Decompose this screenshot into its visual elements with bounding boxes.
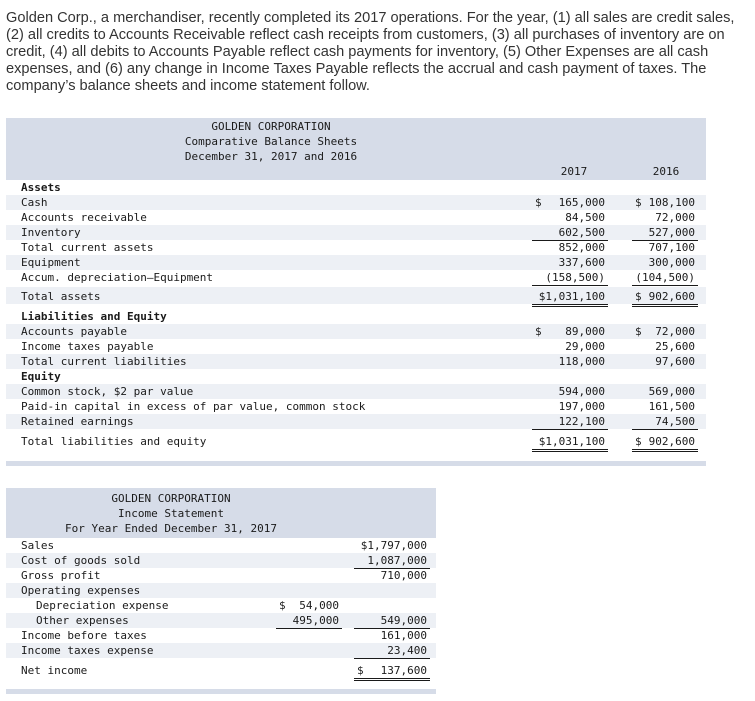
dollar-sign: $ <box>279 599 286 612</box>
bs-row-common-stock <box>6 384 706 399</box>
value-2017: 122,100 <box>558 415 605 428</box>
outer-value: 710,000 <box>380 569 427 582</box>
outer-value: 23,400 <box>387 644 427 657</box>
income-statement-company: GOLDEN CORPORATION <box>111 492 231 505</box>
balance-sheet-header <box>6 118 706 180</box>
inner-value: 495,000 <box>292 614 339 627</box>
row-label: Paid-in capital in excess of par value, common stock <box>21 400 366 413</box>
row-label: Sales <box>21 539 55 552</box>
dollar-sign: $ <box>357 664 364 677</box>
is-row-depreciation <box>6 598 436 613</box>
row-label: Total assets <box>21 290 101 303</box>
dollar-sign: $ <box>635 435 642 448</box>
row-label: Liabilities and Equity <box>21 310 167 323</box>
dollar-sign: $ <box>635 325 642 338</box>
bs-row-cash <box>6 195 706 210</box>
value-2017: 197,000 <box>558 400 605 413</box>
outer-value: 1,087,000 <box>367 554 427 567</box>
bs-row-total-current-assets <box>6 240 706 255</box>
value-2017: 165,000 <box>558 196 605 209</box>
row-label: Total current assets <box>21 241 154 254</box>
row-label: Income taxes expense <box>21 644 154 657</box>
is-row-cogs <box>6 553 436 568</box>
value-2016: 569,000 <box>648 385 695 398</box>
outer-value: 161,000 <box>380 629 427 642</box>
bs-row-retained-earnings <box>6 414 706 429</box>
value-2017: (158,500) <box>545 271 605 284</box>
column-header-2017: 2017 <box>560 165 588 178</box>
row-label: Depreciation expense <box>36 599 169 612</box>
bs-row-accounts-receivable <box>6 210 706 225</box>
bs-row-total-current-liabilities <box>6 354 706 369</box>
row-label: Equipment <box>21 256 81 269</box>
income-statement-table <box>6 488 436 698</box>
is-row-income-before-taxes <box>6 628 436 643</box>
is-row-sales <box>6 538 436 553</box>
bs-row-equipment <box>6 255 706 270</box>
income-statement-title: Income Statement <box>118 507 224 520</box>
balance-sheet-footer-bar <box>6 461 706 466</box>
income-statement-period: For Year Ended December 31, 2017 <box>65 522 277 535</box>
row-label: Accounts payable <box>21 325 127 338</box>
problem-intro-text: Golden Corp., a merchandiser, recently completed its 2017 operations. For the year, (1) all sales are credit sales, (2) all credits to Accounts Receivable reflect cash receipts from customers, (3) all purchases of inventory are on credit, (4) all debits to Accounts Payable reflect cash payments for inventory, (5) Other Expenses are all cash expenses, and (6) any change in Income Taxes Payable reflects the accrual and cash payment of taxes. The company’s balance sheets and income statement follow. <box>6 10 735 94</box>
value-2017: 852,000 <box>558 241 605 254</box>
row-label: Cost of goods sold <box>21 554 141 567</box>
row-label: Accum. depreciation—Equipment <box>21 271 214 284</box>
balance-sheet-title: Comparative Balance Sheets <box>184 135 358 148</box>
bs-row-income-taxes-payable <box>6 339 706 354</box>
inner-value: 54,000 <box>299 599 339 612</box>
dollar-sign: $ <box>635 196 642 209</box>
balance-sheet-table <box>6 118 706 468</box>
column-header-2016: 2016 <box>652 165 680 178</box>
value-2017: 594,000 <box>558 385 605 398</box>
value-2017: 118,000 <box>558 355 605 368</box>
outer-value: $1,797,000 <box>360 539 427 552</box>
value-2016: 74,500 <box>655 415 695 428</box>
value-2016: 25,600 <box>655 340 695 353</box>
row-label: Retained earnings <box>21 415 134 428</box>
value-2017: 29,000 <box>565 340 605 353</box>
is-row-other-expenses <box>6 613 436 628</box>
value-2016: 300,000 <box>648 256 695 269</box>
row-label: Inventory <box>21 226 81 239</box>
value-2016: 97,600 <box>655 355 695 368</box>
bs-row-assets <box>6 180 706 195</box>
row-label: Accounts receivable <box>21 211 147 224</box>
value-2016: 527,000 <box>648 226 695 239</box>
outer-value: 137,600 <box>380 664 427 677</box>
row-label: Assets <box>21 181 61 194</box>
value-2016: 161,500 <box>648 400 695 413</box>
row-label: Income taxes payable <box>21 340 154 353</box>
dollar-sign: $ <box>535 325 542 338</box>
outer-value: 549,000 <box>380 614 427 627</box>
value-2016: 707,100 <box>648 241 695 254</box>
bs-row-accounts-payable <box>6 324 706 339</box>
row-label: Gross profit <box>21 569 101 582</box>
value-2016: (104,500) <box>635 271 695 284</box>
row-label: Equity <box>21 370 61 383</box>
bs-row-paid-in-capital <box>6 399 706 414</box>
value-2017: $1,031,100 <box>538 290 605 303</box>
value-2016: 902,600 <box>648 435 695 448</box>
row-label: Operating expenses <box>21 584 141 597</box>
value-2016: 108,100 <box>648 196 695 209</box>
dollar-sign: $ <box>535 196 542 209</box>
row-label: Total liabilities and equity <box>21 435 207 448</box>
row-label: Common stock, $2 par value <box>21 385 194 398</box>
bs-row-liabilities-equity-header <box>6 309 706 324</box>
value-2016: 902,600 <box>648 290 695 303</box>
row-label: Income before taxes <box>21 629 147 642</box>
row-label: Net income <box>21 664 88 677</box>
is-row-gross-profit <box>6 568 436 583</box>
value-2017: 337,600 <box>558 256 605 269</box>
is-row-operating-expenses <box>6 583 436 598</box>
value-2017: 602,500 <box>558 226 605 239</box>
balance-sheet-date: December 31, 2017 and 2016 <box>184 150 358 163</box>
value-2017: 84,500 <box>565 211 605 224</box>
value-2016: 72,000 <box>655 325 695 338</box>
income-statement-header <box>6 488 436 538</box>
bs-row-accum-depreciation <box>6 270 706 285</box>
dollar-sign: $ <box>635 290 642 303</box>
row-label: Total current liabilities <box>21 355 187 368</box>
value-2017: $1,031,100 <box>538 435 605 448</box>
row-label: Cash <box>21 196 48 209</box>
income-statement-footer-bar <box>6 689 436 694</box>
value-2016: 72,000 <box>655 211 695 224</box>
balance-sheet-company: GOLDEN CORPORATION <box>211 120 331 133</box>
bs-row-inventory <box>6 225 706 240</box>
bs-row-total-liabilities-equity <box>6 432 706 450</box>
value-2017: 89,000 <box>565 325 605 338</box>
is-row-net-income <box>6 661 436 679</box>
is-row-income-taxes-expense <box>6 643 436 658</box>
bs-row-total-assets <box>6 287 706 304</box>
row-label: Other expenses <box>36 614 129 627</box>
bs-row-equity-header <box>6 369 706 384</box>
